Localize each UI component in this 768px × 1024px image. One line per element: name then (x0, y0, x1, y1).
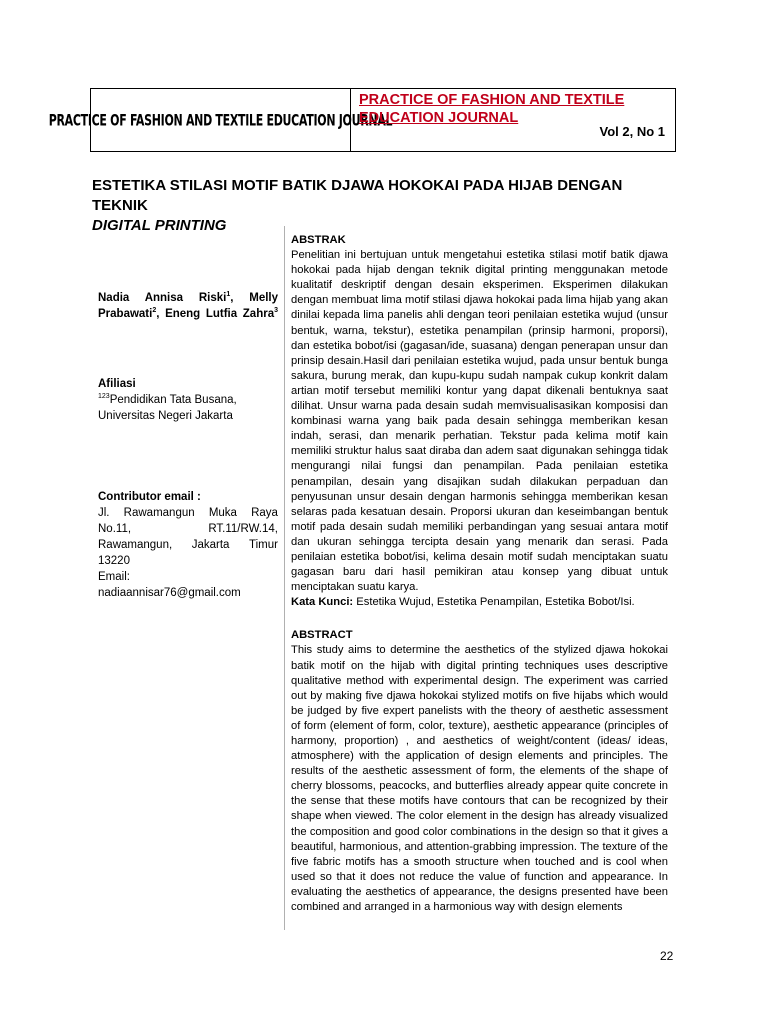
author-list: Nadia Annisa Riski$^1$, Melly Prabawati$^2$, Eneng Lutfia Zahra$^3$ (98, 291, 278, 320)
abstract-column (291, 233, 668, 915)
affiliation-heading: Afiliasi (98, 378, 136, 390)
contributor-address: Jl. Rawamangun Muka Raya No.11, RT.11/RW.14, Rawamangun, Jakarta Timur 13220 Email: nadiaannisar76@gmail.com (98, 507, 278, 599)
contributor-email[interactable]: nadiaannisar76@gmail.com (98, 587, 241, 599)
contributor-heading: Contributor email : (98, 491, 201, 503)
abstrak-body: Penelitian ini bertujuan untuk mengetahui estetika stilasi motif batik djawa hokokai pada hijab dengan teknik digital printing menggunakan metode kualitatif deskriptif dengan desain eksperimen. Eksperimen dilakukan dengan membuat lima motif stilasi djawa hokokai pada lima hijab yang akan dinilai kepada lima panelis ahli dengan teori penilaian estetika wujud (unsur bentuk, warna, tekstur), estetika penampilan (prinsip harmoni, proporsi), dan estetika bobot/isi (gagasan/ide, suasana) dengan penerapan unsur dan prinsip desain.Hasil dari penilaian estetika wujud, pada unsur bentuk bunga sakura, burung merak, dan kupu-kupu sudah nampak cukup konkrit dalam artian motif tersebut memiliki kontur yang dapat dikenali bentuknya saat dilihat. Unsur warna pada desain sudah memvisualisasikan komposisi dan kombinasi warna yang baik pada desain sehingga memberikan kesan indah, serasi, dan menarik perhatian. Tekstur pada kelima motif kain memiliki struktur halus saat diraba dan adem saat digunakan sehingga tidak mengurangi nilai fungsi dan penampilan. Pada penilaian estetika penampilan, desain yang disajikan sudah dilakukan perpaduan dan penyusunan unsur desain dengan harmonis sehingga memberikan kesan selaras pada kesatuan desain. Proporsi ukuran dan keseimbangan bentuk motif pada desain sudah memiliki perbandingan yang sesuai antara motif dan ukuran sehingga tercipta desain yang menarik dan serasi. Pada penilaian estetika bobot/isi, kelima desain motif sudah menciptakan suatu gagasan baru dari hasil pemikiran atau konsep yang dibuat untuk menciptakan suatu karya. (291, 249, 668, 594)
column-divider (284, 226, 285, 930)
affiliation-text: $^{123}$Pendidikan Tata Busana, Universitas Negeri Jakarta (98, 393, 237, 422)
author-info-column (98, 290, 278, 601)
abstract-body: This study aims to determine the aesthetics of the stylized djawa hokokai batik motif on the hijab with digital printing techniques uses descriptive qualitative method with experimental design. The experiment was carried out by making five djawa hokokai stylized motifs on five hijabs which would be judged by five expert panelists with the theory of aesthetic assessment of form (element of form, color, texture), aesthetic appearance (principles of harmony, proportion) , and aesthetics of weight/content (ideas/ ideas, atmosphere) with the application of design elements and principles. The results of the aesthetic assessment of form, the elements of the shape of cherry blossoms, peacocks, and butterflies already appear quite concrete in the sense that these motifs have contours that can be recognized by their shape when viewed. The color element in the design has already visualized the composition and good color combinations in the design so that it gives a beautiful, harmonious, and attention-grabbing impression. The texture of the five fabric motifs has a smooth structure when touched and is cool when used so that it does not reduce the value of function and appearance. In evaluating the aesthetics of appearance, the designs presented have been combined and arranged in a harmonious way with design elements (291, 644, 668, 914)
volume-number: Vol 2, No 1 (599, 124, 665, 139)
journal-name: PRACTICE OF FASHION AND TEXTILE EDUCATION JOURNAL (359, 92, 625, 126)
page-number: 22 (660, 949, 674, 963)
journal-logo (48, 89, 393, 151)
journal-logo-text: PRACTICE OF FASHION AND TEXTILE EDUCATION JOURNAL (48, 110, 393, 130)
keywords: Kata Kunci: Estetika Wujud, Estetika Penampilan, Estetika Bobot/Isi. (291, 596, 635, 609)
journal-info (359, 89, 669, 151)
abstrak-heading: ABSTRAK (291, 234, 346, 246)
journal-header (48, 88, 676, 152)
abstract-heading: ABSTRACT (291, 629, 353, 642)
paper-title: ESTETIKA STILASI MOTIF BATIK DJAWA HOKOKAI PADA HIJAB DENGAN TEKNIK DIGITAL PRINTING (92, 177, 623, 234)
